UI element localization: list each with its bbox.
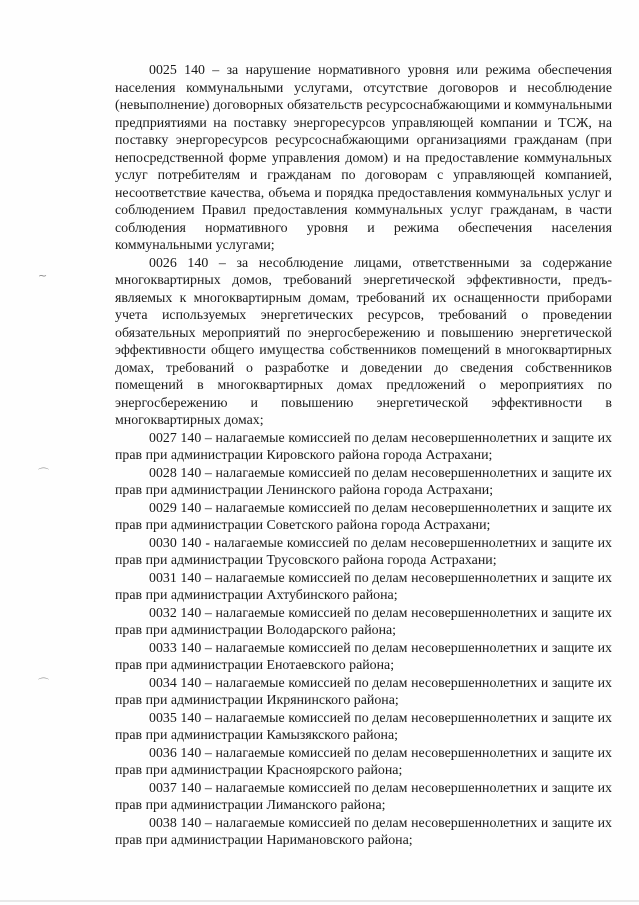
paragraph-0031: 0031 140 – налагаемые комиссией по делам несовершеннолетних и защите их прав при администрации Ахтубинского района;: [115, 570, 612, 603]
scan-mark-lower: ⌒: [38, 677, 49, 690]
paragraph-0032: 0032 140 – налагаемые комиссией по делам несовершеннолетних и защите их прав при администрации Володарского района;: [115, 605, 612, 638]
paragraph-0038: 0038 140 – налагаемые комиссией по делам несовершеннолетних и защите их прав при администрации Наримановского района;: [115, 815, 612, 848]
paragraph-0025: 0025 140 – за нарушение нормативного уровня или режима обеспечения населения коммунальными услугами, отсутствие договоров и несоблюдение (невыполнение) договорных обязательств ресурсоснабжающими и коммунальными предприятиями на поставку энергоресурсов управляющей компании и ТСЖ, на поставку энергоресурсов ресурсоснабжающими организациями гражданам (при непосредственной форме управления домом) и на предоставление коммунальных услуг потребителям и гражданам по договорам с управляющей компанией, несоответствие качества, объема и порядка предоставления коммунальных услуг и соблюдением Правил предоставления коммунальных услуг гражданам, в части соблюдения нормативного уровня и режима обеспечения населения коммунальными услугами;: [115, 63, 612, 253]
paragraph-0036: 0036 140 – налагаемые комиссией по делам несовершеннолетних и защите их прав при администрации Красноярского района;: [115, 745, 612, 778]
paragraph-0029: 0029 140 – налагаемые комиссией по делам несовершеннолетних и защите их прав при администрации Советского района города Астрахани;: [115, 500, 612, 533]
paragraph-0027: 0027 140 – налагаемые комиссией по делам несовершеннолетних и защите их прав при администрации Кировского района города Астрахани;: [115, 430, 612, 463]
paragraph-0034: 0034 140 – налагаемые комиссией по делам несовершеннолетних и защите их прав при администрации Икрянинского района;: [115, 675, 612, 708]
page-bottom-edge: [0, 900, 639, 902]
paragraph-0033: 0033 140 – налагаемые комиссией по делам несовершеннолетних и защите их прав при администрации Енотаевского района;: [115, 640, 612, 673]
document-body: [115, 62, 612, 850]
paragraph-0037: 0037 140 – налагаемые комиссией по делам несовершеннолетних и защите их прав при администрации Лиманского района;: [115, 780, 612, 813]
paragraph-0030: 0030 140 - налагаемые комиссией по делам несовершеннолетних и защите их прав при администрации Трусовского района города Астрахани;: [115, 535, 612, 568]
paragraph-0035: 0035 140 – налагаемые комиссией по делам несовершеннолетних и защите их прав при администрации Камызякского района;: [115, 710, 612, 743]
paragraph-0028: 0028 140 – налагаемые комиссией по делам несовершеннолетних и защите их прав при администрации Ленинского района города Астрахани;: [115, 465, 612, 498]
scan-mark-middle: ⌒: [38, 467, 49, 480]
scan-mark-top: ~: [38, 269, 48, 282]
paragraph-0026: 0026 140 – за несоблюдение лицами, ответственными за содержание многоквартирных домов, требований энергетической эффективности, предъявляемых к многоквартирным домам, требований их оснащенности приборами учета используемых энергетических ресурсов, требований о проведении обязательных мероприятий по энергосбережению и повышению энергетической эффективности общего имущества собственников помещений в многоквартирных домах, требований о разработке и доведении до сведения собственников помещений в многоквартирных домах предложений о мероприятиях по энергосбережению и повышению энергетической эффективности в многоквартирных домах;: [115, 255, 612, 428]
